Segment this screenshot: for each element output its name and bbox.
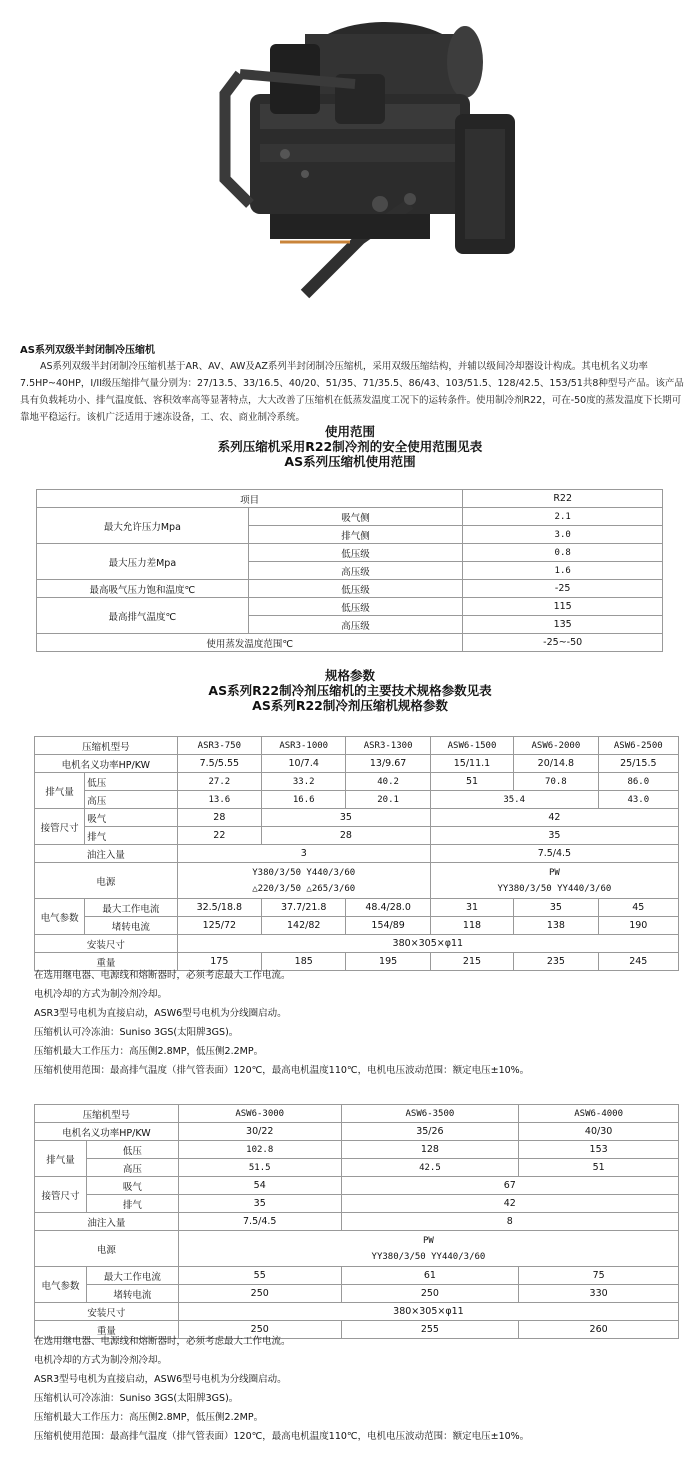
table-cell: 排气侧 [248,526,463,544]
table-cell: 7.5/5.55 [177,755,261,773]
table-cell: 42.5 [341,1159,519,1177]
table-cell: 28 [177,809,261,827]
compressor-photo [180,4,540,314]
table-cell: 高压 [85,791,177,809]
table-cell: 54 [178,1177,341,1195]
table-cell: 135 [463,616,663,634]
power-supply-line: YY380/3/50 YY440/3/60 [371,1251,486,1262]
table-cell: 27.2 [177,773,261,791]
table-cell: ASW6-1500 [430,737,513,755]
notes-2 [34,1332,529,1446]
table-cell: ASR3-750 [177,737,261,755]
table-cell: 51 [519,1159,679,1177]
table-cell: 125/72 [177,917,261,935]
note-line: 压缩机使用范围：最高排气温度（排气管表面）120℃，最高电机温度110℃，电机电压波动范围：额定电压±10%。 [34,1065,530,1076]
table-cell: 153 [519,1141,679,1159]
table-cell: 20.1 [346,791,430,809]
table-cell: 3 [177,845,430,863]
spec-table-2 [34,1104,679,1339]
table-cell: 380×305×φ11 [178,1303,678,1321]
table-cell: 31 [430,899,513,917]
table-cell: ASW6-3000 [178,1105,341,1123]
table-cell: 75 [519,1267,679,1285]
table-cell: 最高吸气压力饱和温度℃ [37,580,249,598]
table-cell: 低压级 [248,544,463,562]
table-cell: 330 [519,1285,679,1303]
table-cell: 142/82 [262,917,346,935]
table-cell: 255 [341,1321,519,1339]
note-line: 压缩机使用范围：最高排气温度（排气管表面）120℃，最高电机温度110℃，电机电压波动范围：额定电压±10%。 [34,1431,530,1442]
note-line: 电机冷却的方式为制冷剂冷却。 [34,989,168,1000]
table-cell [430,863,678,899]
table-cell: 电气参数 [35,1267,87,1303]
table-cell: 235 [514,953,598,971]
table-cell: 排气 [85,827,177,845]
table-cell: 低压 [86,1141,178,1159]
table-cell: 高压级 [248,562,463,580]
range-heading-line1: 使用范围 [324,424,375,439]
table-cell: 2.1 [463,508,663,526]
table-cell: 8 [341,1213,678,1231]
table-cell: 最大工作电流 [86,1267,178,1285]
table-cell: 67 [341,1177,678,1195]
table-cell: 10/7.4 [262,755,346,773]
table-cell: -25~-50 [463,634,663,652]
table-cell: 电机名义功率HP/KW [35,755,178,773]
table-cell: 185 [262,953,346,971]
intro-body: AS系列双级半封闭制冷压缩机基于AR、AV、AW及AZ系列半封闭制冷压缩机，采用双级压缩结构，并辅以级间冷却器设计构成。其电机名义功率7.5HP~40HP，I/II级压缩排气量分别为：27/13.5、33/16.5、40/20、51/35、71/35.5、86/43、103/51.5、128/42.5、153/51共8种型号产品。该产品具有负载耗功小、排气温度低、容积效率高等显著特点，大大改善了压缩机在低蒸发温度工况下的运转条件。使用制冷剂R22，可在-50度的蒸发温度下长期可靠地平稳运行。该机广泛适用于速冻设备，工、农、商业制冷系统。 [20,361,684,423]
table-cell: 15/11.1 [430,755,513,773]
table-cell: 42 [341,1195,678,1213]
table-cell: 35 [262,809,431,827]
table-cell: 35/26 [341,1123,519,1141]
table-cell: 215 [430,953,513,971]
table-cell: 排气 [86,1195,178,1213]
table-cell: 380×305×φ11 [177,935,678,953]
table-cell: 3.0 [463,526,663,544]
note-line: 压缩机认可冷冻油：Suniso 3GS(太阳牌3GS)。 [34,1393,239,1404]
range-table [36,489,663,652]
note-line: 在选用继电器、电源线和熔断器时，必须考虑最大工作电流。 [34,1336,291,1347]
table-cell: 61 [341,1267,519,1285]
table-cell: 118 [430,917,513,935]
table-cell: 16.6 [262,791,346,809]
table-cell: 42 [430,809,678,827]
table-cell: 35 [514,899,598,917]
table-cell: 吸气 [86,1177,178,1195]
range-max-diff: 最大压力差Mpa [37,544,249,580]
table-cell: 35 [430,827,678,845]
table-cell: ASW6-2500 [598,737,678,755]
table-cell: 25/15.5 [598,755,678,773]
table-cell: 51 [430,773,513,791]
table-cell: 吸气 [85,809,177,827]
range-max-pressure: 最大允许压力Mpa [37,508,249,544]
note-line: 压缩机最大工作压力：高压侧2.8MP，低压侧2.2MP。 [34,1412,264,1423]
table-cell: 37.7/21.8 [262,899,346,917]
intro-section [20,344,685,426]
table-cell: 102.8 [178,1141,341,1159]
power-supply-line: PW [548,867,560,878]
table-cell: 55 [178,1267,341,1285]
table-cell: 32.5/18.8 [177,899,261,917]
table-cell: 115 [463,598,663,616]
spec-heading [0,668,700,713]
table-cell: 22 [177,827,261,845]
table-cell: 低压级 [248,598,463,616]
table-cell: 压缩机型号 [35,737,178,755]
table-cell: 43.0 [598,791,678,809]
power-supply-line: YY380/3/50 YY440/3/60 [497,883,612,894]
table-cell: 195 [346,953,430,971]
note-line: 在选用继电器、电源线和熔断器时，必须考虑最大工作电流。 [34,970,291,981]
table-cell: 压缩机型号 [35,1105,179,1123]
table-cell: 7.5/4.5 [430,845,678,863]
table-cell: 40/30 [519,1123,679,1141]
spec-table-1 [34,736,679,971]
table-cell: 排气量 [35,1141,87,1177]
table-cell: 250 [178,1321,341,1339]
intro-title: AS系列双级半封闭制冷压缩机 [20,345,155,356]
table-cell: 250 [341,1285,519,1303]
spec-heading-line2: AS系列R22制冷剂压缩机的主要技术规格参数见表 [208,683,492,698]
table-cell: 13/9.67 [346,755,430,773]
table-cell: 45 [598,899,678,917]
table-cell: 低压 [85,773,177,791]
table-cell: 138 [514,917,598,935]
table-cell: ASW6-2000 [514,737,598,755]
table-cell: 40.2 [346,773,430,791]
table-cell: 堵转电流 [86,1285,178,1303]
range-heading-line3: AS系列压缩机使用范围 [284,454,416,469]
range-heading-line2: 系列压缩机采用R22制冷剂的安全使用范围见表 [217,439,483,454]
table-cell: 最高排气温度℃ [37,598,249,634]
power-supply-line: PW [423,1235,434,1246]
range-header-r22: R22 [463,490,663,508]
table-cell: 电气参数 [35,899,85,935]
table-cell: ASW6-4000 [519,1105,679,1123]
table-cell: 20/14.8 [514,755,598,773]
table-cell: 安装尺寸 [35,1303,179,1321]
table-cell: 1.6 [463,562,663,580]
table-cell: 安装尺寸 [35,935,178,953]
table-cell: 重量 [35,1321,179,1339]
table-cell: 175 [177,953,261,971]
table-cell: 30/22 [178,1123,341,1141]
table-cell: 最大工作电流 [85,899,177,917]
table-cell: 7.5/4.5 [178,1213,341,1231]
table-cell: 154/89 [346,917,430,935]
table-cell: 油注入量 [35,1213,179,1231]
table-cell: 35.4 [430,791,598,809]
table-cell: 高压 [86,1159,178,1177]
table-cell [177,863,430,899]
table-cell: 接管尺寸 [35,809,85,845]
table-cell: 190 [598,917,678,935]
table-cell: 低压级 [248,580,463,598]
table-cell: 13.6 [177,791,261,809]
table-cell: 重量 [35,953,178,971]
range-header-item: 项目 [37,490,463,508]
table-cell: 86.0 [598,773,678,791]
table-cell: ASR3-1000 [262,737,346,755]
power-supply-line: Y380/3/50 Y440/3/60 [252,867,356,878]
table-cell: 70.8 [514,773,598,791]
note-line: ASR3型号电机为直接启动，ASW6型号电机为分线圈启动。 [34,1008,287,1019]
spec-heading-line1: 规格参数 [324,668,375,683]
note-line: ASR3型号电机为直接启动，ASW6型号电机为分线圈启动。 [34,1374,287,1385]
table-cell: 高压级 [248,616,463,634]
table-cell: 250 [178,1285,341,1303]
table-cell: 使用蒸发温度范围℃ [37,634,463,652]
table-cell: 0.8 [463,544,663,562]
table-cell: 吸气侧 [248,508,463,526]
table-cell: 28 [262,827,431,845]
table-cell: 128 [341,1141,519,1159]
table-cell: 接管尺寸 [35,1177,87,1213]
table-cell: 堵转电流 [85,917,177,935]
table-cell: 33.2 [262,773,346,791]
table-cell: ASW6-3500 [341,1105,519,1123]
table-cell: 电源 [35,863,178,899]
table-cell: 245 [598,953,678,971]
range-heading [0,424,700,469]
note-line: 压缩机最大工作压力：高压侧2.8MP，低压侧2.2MP。 [34,1046,264,1057]
table-cell: 35 [178,1195,341,1213]
table-cell: -25 [463,580,663,598]
power-supply-line: △220/3/50 △265/3/60 [252,883,356,894]
table-cell: 排气量 [35,773,85,809]
notes-1 [34,966,529,1080]
table-cell: 51.5 [178,1159,341,1177]
table-cell: 电机名义功率HP/KW [35,1123,179,1141]
spec-heading-line3: AS系列R22制冷剂压缩机规格参数 [252,698,448,713]
note-line: 压缩机认可冷冻油：Suniso 3GS(太阳牌3GS)。 [34,1027,239,1038]
table-cell: 48.4/28.0 [346,899,430,917]
table-cell [178,1231,678,1267]
note-line: 电机冷却的方式为制冷剂冷却。 [34,1355,168,1366]
table-cell: 260 [519,1321,679,1339]
table-cell: 电源 [35,1231,179,1267]
table-cell: 油注入量 [35,845,178,863]
table-cell: ASR3-1300 [346,737,430,755]
